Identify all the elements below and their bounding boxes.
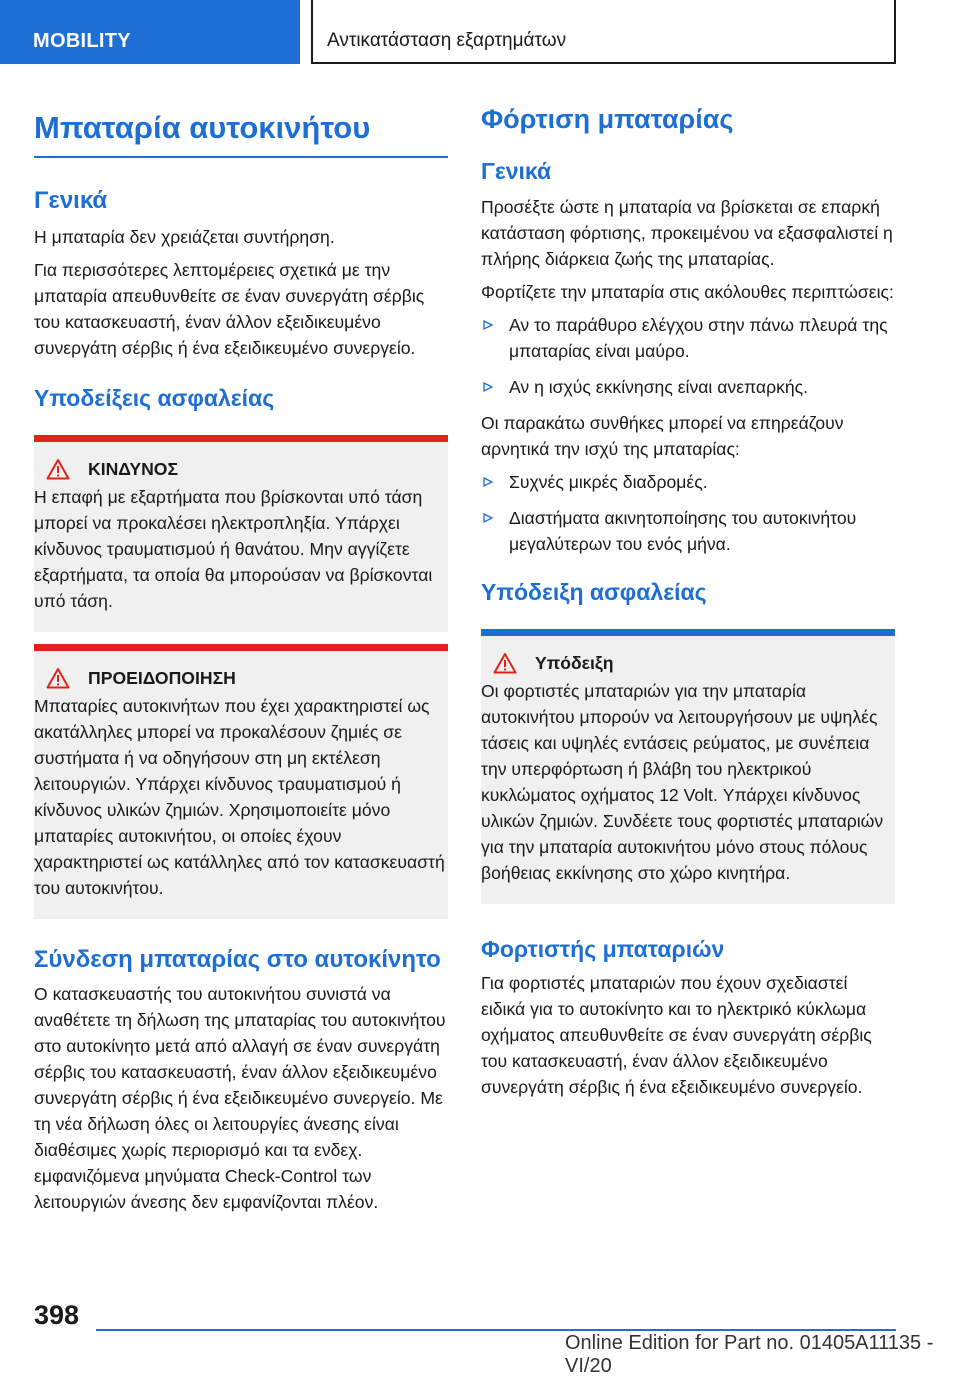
warning-box bbox=[34, 644, 448, 919]
footer-edition: Online Edition for Part no. 01405A11135 - VI/20 bbox=[565, 1332, 934, 1377]
triangle-bullet-icon bbox=[483, 477, 493, 487]
charging-cases-list bbox=[481, 312, 895, 400]
charging-text-2: Φορτίζετε την μπαταρία στις ακόλουθες περιπτώσεις: bbox=[481, 282, 894, 302]
general-heading-left: Γενικά bbox=[34, 187, 108, 214]
notice-label: Υπόδειξη bbox=[535, 652, 614, 673]
page-number: 398 bbox=[34, 1300, 80, 1330]
list-item: Αν η ισχύς εκκίνησης είναι ανεπαρκής. bbox=[481, 374, 895, 400]
charger-text: Για φορτιστές μπαταριών που έχουν σχεδιαστεί ειδικά για το αυτοκίνητο και το ηλεκτρικό κύκλωμα οχήματος απευθυνθείτε σε έναν συνεργάτη σέρβις του κατασκευαστή, έναν άλλον εξειδικευμένο συνεργάτη σέρβις ή ένα εξειδικευμένο συνεργείο. bbox=[481, 973, 872, 1097]
list-item: Αν το παράθυρο ελέγχου στην πάνω πλευρά της μπαταρίας είναι μαύρο. bbox=[481, 312, 895, 364]
triangle-bullet-icon bbox=[483, 513, 493, 523]
conditions-list bbox=[481, 469, 895, 557]
connect-heading: Σύνδεση μπαταρίας στο αυτοκίνητο bbox=[34, 946, 441, 973]
warning-triangle-icon bbox=[493, 652, 517, 674]
warning-label: ΠΡΟΕΙΔΟΠΟΙΗΣΗ bbox=[88, 667, 236, 688]
header-section-label: MOBILITY bbox=[33, 30, 131, 52]
charger-heading: Φορτιστής μπαταριών bbox=[481, 936, 725, 962]
right-column bbox=[481, 100, 895, 1107]
danger-head bbox=[34, 458, 448, 480]
danger-box bbox=[34, 435, 448, 632]
connect-text: Ο κατασκευαστής του αυτοκινήτου συνιστά να αναθέτετε τη δήλωση της μπαταρίας του αυτοκινήτου στο αυτοκίνητο μετά από αλλαγή σε έναν συνεργάτη σέρβις του κατασκευαστή, έναν άλλον εξειδικευμένο συνεργάτη σέρβις ή ένα εξειδικευμένο συνεργείο. Με τη νέα δήλωση όλες οι λειτουργίες άνεσης είναι διαθέσιμες χωρίς περιορισμό και τα ενδεχ. εμφανιζόμενα μηνύματα Check-Control των λειτουργιών άνεσης δεν εμφανίζονται πλέον. bbox=[34, 984, 446, 1212]
notice-bar bbox=[481, 629, 895, 636]
notice-head bbox=[481, 652, 895, 674]
warning-triangle-icon bbox=[46, 667, 70, 689]
safety-heading-right: Υπόδειξη ασφαλείας bbox=[481, 579, 707, 605]
warning-head bbox=[34, 667, 448, 689]
header-section-tab bbox=[0, 0, 300, 64]
notice-text: Οι φορτιστές μπαταριών για την μπαταρία αυτοκινήτου μπορούν να λειτουργήσουν με υψηλές τάσεις και υψηλές εντάσεις ρεύματος, με συνέπεια την υπερφόρτωση ή βλάβη του ηλεκτρικού κυκλώματος οχήματος 12 Volt. Υπάρχει κίνδυνος υλικών ζημιών. Συνδέετε τους φορτιστές μπαταριών για την μπαταρία αυτοκινήτου μόνο στους πόλους βοήθειας εκκίνησης στο χώρο κινητήρα. bbox=[481, 681, 884, 883]
battery-title: Μπαταρία αυτοκινήτου bbox=[34, 108, 448, 158]
charging-title: Φόρτιση μπαταρίας bbox=[481, 104, 734, 134]
danger-bar bbox=[34, 435, 448, 442]
warning-bar bbox=[34, 644, 448, 651]
list-item: Συχνές μικρές διαδρομές. bbox=[481, 469, 895, 495]
general-heading-right: Γενικά bbox=[481, 158, 552, 184]
warning-triangle-icon bbox=[46, 458, 70, 480]
safety-heading-left: Υποδείξεις ασφαλείας bbox=[34, 385, 275, 411]
general-text-2: Για περισσότερες λεπτομέρειες σχετικά με την μπαταρία απευθυνθείτε σε έναν συνεργάτη σέρβις του κατασκευαστή, έναν άλλον εξειδικευμένο συνεργάτη σέρβις ή ένα εξειδικευμένο συνεργείο. bbox=[34, 260, 425, 358]
triangle-bullet-icon bbox=[483, 382, 493, 392]
danger-text: Η επαφή με εξαρτήματα που βρίσκονται υπό τάση μπορεί να προκαλέσει ηλεκτροπληξία. Υπάρχει κίνδυνος τραυματισμού ή θανάτου. Μην αγγίζετε εξαρτήματα, τα οποία θα μπορούσαν να βρίσκονται υπό τάση. bbox=[34, 487, 433, 611]
header-chapter-box bbox=[311, 0, 896, 64]
footer-divider bbox=[96, 1329, 896, 1331]
danger-label: ΚΙΝΔΥΝΟΣ bbox=[88, 458, 179, 479]
warning-text: Μπαταρίες αυτοκινήτων που έχει χαρακτηριστεί ως ακατάλληλες μπορεί να προκαλέσουν ζημιές σε συστήματα ή να οδηγήσουν στη μη εκτέλεση λειτουργιών. Υπάρχει κίνδυνος τραυματισμού ή κίνδυνος υλικών ζημιών. Χρησιμοποιείτε μόνο μπαταρίες αυτοκινήτου, οι οποίες έχουν χαρακτηριστεί ως κατάλληλες από τον κατασκευαστή του αυτοκινήτου. bbox=[34, 696, 445, 898]
charging-text-3: Οι παρακάτω συνθήκες μπορεί να επηρεάζουν αρνητικά την ισχύ της μπαταρίας: bbox=[481, 413, 844, 459]
list-item: Διαστήματα ακινητοποίησης του αυτοκινήτου μεγαλύτερων του ενός μήνα. bbox=[481, 505, 895, 557]
charging-text-1: Προσέξτε ώστε η μπαταρία να βρίσκεται σε επαρκή κατάσταση φόρτισης, προκειμένου να εξασφαλιστεί η πλήρης διάρκεια ζωής της μπαταρίας. bbox=[481, 197, 893, 269]
notice-box bbox=[481, 629, 895, 904]
general-text-1: Η μπαταρία δεν χρειάζεται συντήρηση. bbox=[34, 227, 335, 247]
triangle-bullet-icon bbox=[483, 320, 493, 330]
left-column bbox=[34, 100, 448, 1222]
header-chapter-label: Αντικατάσταση εξαρτημάτων bbox=[327, 30, 567, 51]
